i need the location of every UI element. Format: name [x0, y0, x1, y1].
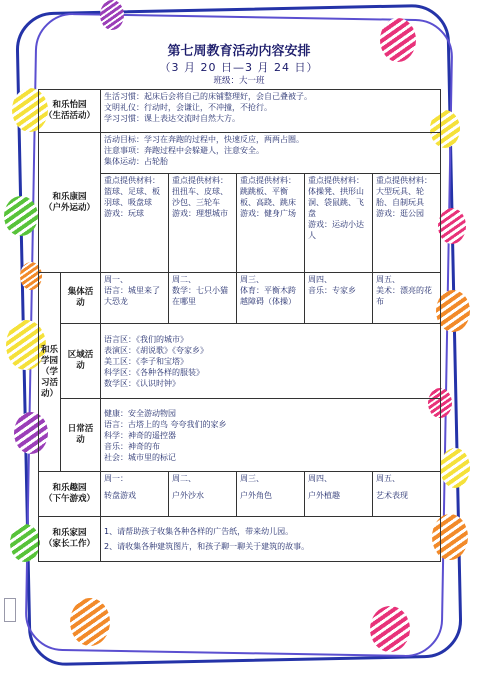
daily-line: 健康：安全游动物园 — [104, 408, 177, 418]
egg-decoration — [440, 448, 470, 488]
outdoor-line: 活动目标：学习在奔跑的过程中，快速反应，两两占圈。 — [104, 135, 305, 144]
family-header: 和乐家园 （家长工作） — [39, 517, 101, 562]
area-line: 数学区：《认识时钟》 — [104, 378, 181, 388]
egg-decoration — [436, 290, 470, 332]
area-line: 语言区：《我们的城市》 — [104, 334, 189, 344]
schedule-sheet — [38, 44, 440, 562]
outdoor-line: 注意事项：奔跑过程中会躲避人，注意安全。 — [104, 146, 265, 155]
outdoor-day-cell: 重点提供材料：跳跳板、平衡板、高跷、跳床 游戏：健身广场 — [237, 174, 305, 273]
play-day-cell: 周五、 艺术表现 — [373, 472, 441, 517]
life-content — [101, 90, 441, 133]
play-day-cell: 周三、 户外角色 — [237, 472, 305, 517]
row-play — [39, 472, 441, 517]
area-line: 表演区：《胡说歌》《夸家乡》 — [104, 345, 209, 355]
group-day-cell: 周四、 音乐：专家乡 — [305, 273, 373, 324]
life-line: 生活习惯：起床后会将自己的床铺整理好，会自己叠被子。 — [104, 92, 313, 101]
group-day-cell: 周一、 语言：城里来了大恐龙 — [101, 273, 169, 324]
egg-decoration — [370, 606, 410, 652]
life-line: 文明礼仪：行动时，会谦让，不冲撞，不抢行。 — [104, 103, 273, 112]
egg-decoration — [100, 0, 124, 30]
area-activity-label: 区域活动 — [61, 324, 101, 399]
outdoor-day-cell: 重点提供材料：大型玩具、轮胎、自制玩具 游戏：逛公园 — [373, 174, 441, 273]
life-line: 学习习惯：课上表达交流时自然大方。 — [104, 114, 241, 123]
family-line: 1、请帮助孩子收集各种各样的广告纸，带来幼儿园。 — [104, 527, 294, 536]
row-life — [39, 90, 441, 133]
daily-line: 语言：古塔上的鸟 夸夸我们的家乡 — [104, 419, 227, 429]
daily-line: 音乐：神奇的布 — [104, 441, 161, 451]
outdoor-header: 和乐康园 （户外运动） — [39, 133, 101, 273]
outdoor-day-cell: 重点提供材料：篮球、足球、板羽球、吸盘球 游戏：玩球 — [101, 174, 169, 273]
play-header: 和乐趣园 （下午游戏） — [39, 472, 101, 517]
group-day-cell: 周二、 数学：七只小猫在哪里 — [169, 273, 237, 324]
row-outdoor — [39, 133, 441, 174]
daily-line: 社会：城市里的标记 — [104, 452, 177, 462]
egg-decoration — [10, 524, 40, 562]
area-line: 科学区：《各种各样的服装》 — [104, 367, 205, 377]
schedule-table — [38, 89, 441, 562]
row-learning-area — [39, 324, 441, 399]
life-header: 和乐怡园 （生活活动） — [39, 90, 101, 133]
outdoor-day-cell: 重点提供材料：体操凳、拱形山洞、袋鼠跳、飞盘 游戏：运动小达人 — [305, 174, 373, 273]
row-learning-group — [39, 273, 441, 324]
play-day-cell: 周二、 户外沙水 — [169, 472, 237, 517]
learning-header: 和乐学园 （学习活动） — [39, 273, 61, 472]
daily-line: 科学：神奇的遥控器 — [104, 430, 177, 440]
date-range: （3 月 20 日—3 月 24 日） — [159, 61, 319, 74]
row-learning-daily — [39, 399, 441, 472]
page-title: 第七周教育活动内容安排 — [167, 44, 311, 59]
group-activity-label: 集体活动 — [61, 273, 101, 324]
family-content — [101, 517, 441, 562]
egg-decoration — [4, 196, 38, 236]
group-day-cell: 周五、 美术：漂亮的花布 — [373, 273, 441, 324]
egg-decoration — [438, 208, 466, 244]
daily-content — [101, 399, 441, 472]
group-day-cell: 周三、 体育：平衡木跨越障碍（体操） — [237, 273, 305, 324]
row-family — [39, 517, 441, 562]
area-line: 美工区：《李子和宝塔》 — [104, 356, 189, 366]
outdoor-day-cell: 重点提供材料：扭扭车、皮球、沙包、三轮车 游戏：理想城市 — [169, 174, 237, 273]
play-day-cell: 周四、 户外植趣 — [305, 472, 373, 517]
area-content — [101, 324, 441, 399]
outdoor-line: 集体运动：占轮胎 — [104, 157, 169, 166]
family-line: 2、请收集各种建筑图片，和孩子聊一聊关于建筑的故事。 — [104, 542, 310, 551]
page-margin-mark — [4, 598, 16, 622]
play-day-cell: 周一： 转盘游戏 — [101, 472, 169, 517]
daily-activity-label: 日常活动 — [61, 399, 101, 472]
egg-decoration — [70, 598, 110, 646]
class-label: 班级：大一班 — [213, 76, 265, 86]
outdoor-goals — [101, 133, 441, 174]
